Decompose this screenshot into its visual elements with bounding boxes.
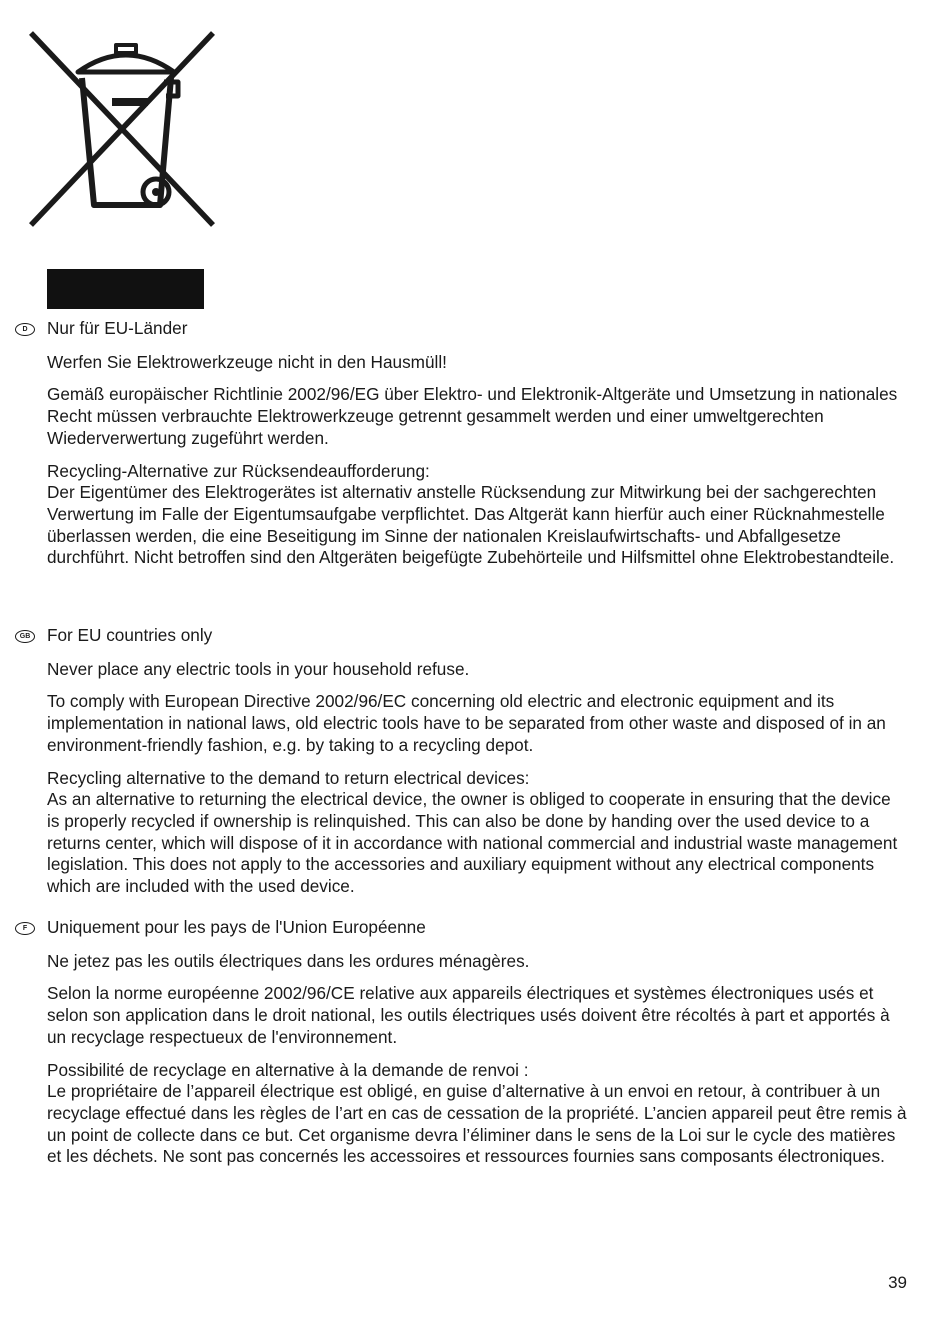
- section-heading: For EU countries only: [47, 625, 213, 645]
- recycling-body: Le propriétaire de l’appareil électrique est obligé, en guise d’alternative à un envoi en retour, à contribuer à un recyclage effectué dans les règles de l’art en cas de cessation de la propriété. L’ancien appareil peut être remis à un point de collecte dans ce but. Cet organisme devra l’éliminer dans le sens de la Loi sur le cycle des matières et les déchets. Ne sont pas concernés les accessoires et ressources fournies sans composants électroniques.: [47, 1081, 907, 1167]
- section-fr: [22, 917, 907, 1179]
- recycling-body: As an alternative to returning the electrical device, the owner is obliged to cooperate in ensuring that the device is properly recycled if ownership is relinquished. This can also be done by handing over the used device to a returns center, which will dispose of it in accordance with national commercial and industrial waste management legislation. This does not apply to the accessories and auxiliary equipment without any electrical components which are included with the used device.: [47, 789, 898, 897]
- recycling-paragraph: [47, 461, 907, 570]
- section-heading: Uniquement pour les pays de l'Union Européenne: [47, 917, 426, 937]
- lang-badge-fr: F: [15, 922, 35, 935]
- page-number: 39: [888, 1273, 907, 1292]
- recycling-paragraph: [47, 768, 907, 898]
- section-warning: Werfen Sie Elektrowerkzeuge nicht in den Hausmüll!: [47, 351, 447, 372]
- section-warning: Never place any electric tools in your household refuse.: [47, 658, 470, 679]
- section-heading: Nur für EU-Länder: [47, 318, 188, 338]
- recycling-title: Recycling-Alternative zur Rücksendeaufforderung:: [47, 460, 430, 481]
- section-de: [22, 318, 907, 580]
- section-warning: Ne jetez pas les outils électriques dans les ordures ménagères.: [47, 950, 530, 971]
- black-bar: [47, 269, 204, 309]
- crossed-out-wheelie-bin-icon: [28, 30, 218, 230]
- section-body: Gemäß europäischer Richtlinie 2002/96/EG über Elektro- und Elektronik-Altgeräte und Umsetzung in nationales Recht müssen verbrauchte Elektrowerkzeuge getrennt gesammelt werden und einer umweltgerechten Wiederverwertung zugeführt werden.: [47, 384, 898, 448]
- recycling-title: Recycling alternative to the demand to return electrical devices:: [47, 767, 530, 788]
- lang-badge-gb: GB: [15, 630, 35, 643]
- section-body: Selon la norme européenne 2002/96/CE relative aux appareils électriques et systèmes électroniques usés et selon son application dans le droit national, les outils électriques usés doivent être récoltés à part et apportés à un recyclage respectueux de l'environnement.: [47, 983, 890, 1047]
- recycling-title: Possibilité de recyclage en alternative à la demande de renvoi :: [47, 1059, 529, 1080]
- section-body: To comply with European Directive 2002/96/EC concerning old electric and electronic equipment and its implementation in national laws, old electric tools have to be separated from other waste and disposed of in an environment-friendly fashion, e.g. by taking to a recycling depot.: [47, 691, 886, 755]
- recycling-body: Der Eigentümer des Elektrogerätes ist alternativ anstelle Rücksendung zur Mitwirkung bei der sachgerechten Verwertung im Falle der Eigentumsaufgabe verpflichtet. Das Altgerät kann hierfür auch einer Rücknahmestelle überlassen werden, die eine Beseitigung im Sinne der nationalen Kreislaufwirtschafts- und Abfallgesetze durchführt. Nicht betroffen sind den Altgeräten beigefügte Zubehörteile und Hilfsmittel ohne Elektrobestandteile.: [47, 482, 895, 568]
- recycling-paragraph: [47, 1060, 907, 1169]
- section-gb: [19, 625, 907, 909]
- lang-badge-de: D: [15, 323, 35, 336]
